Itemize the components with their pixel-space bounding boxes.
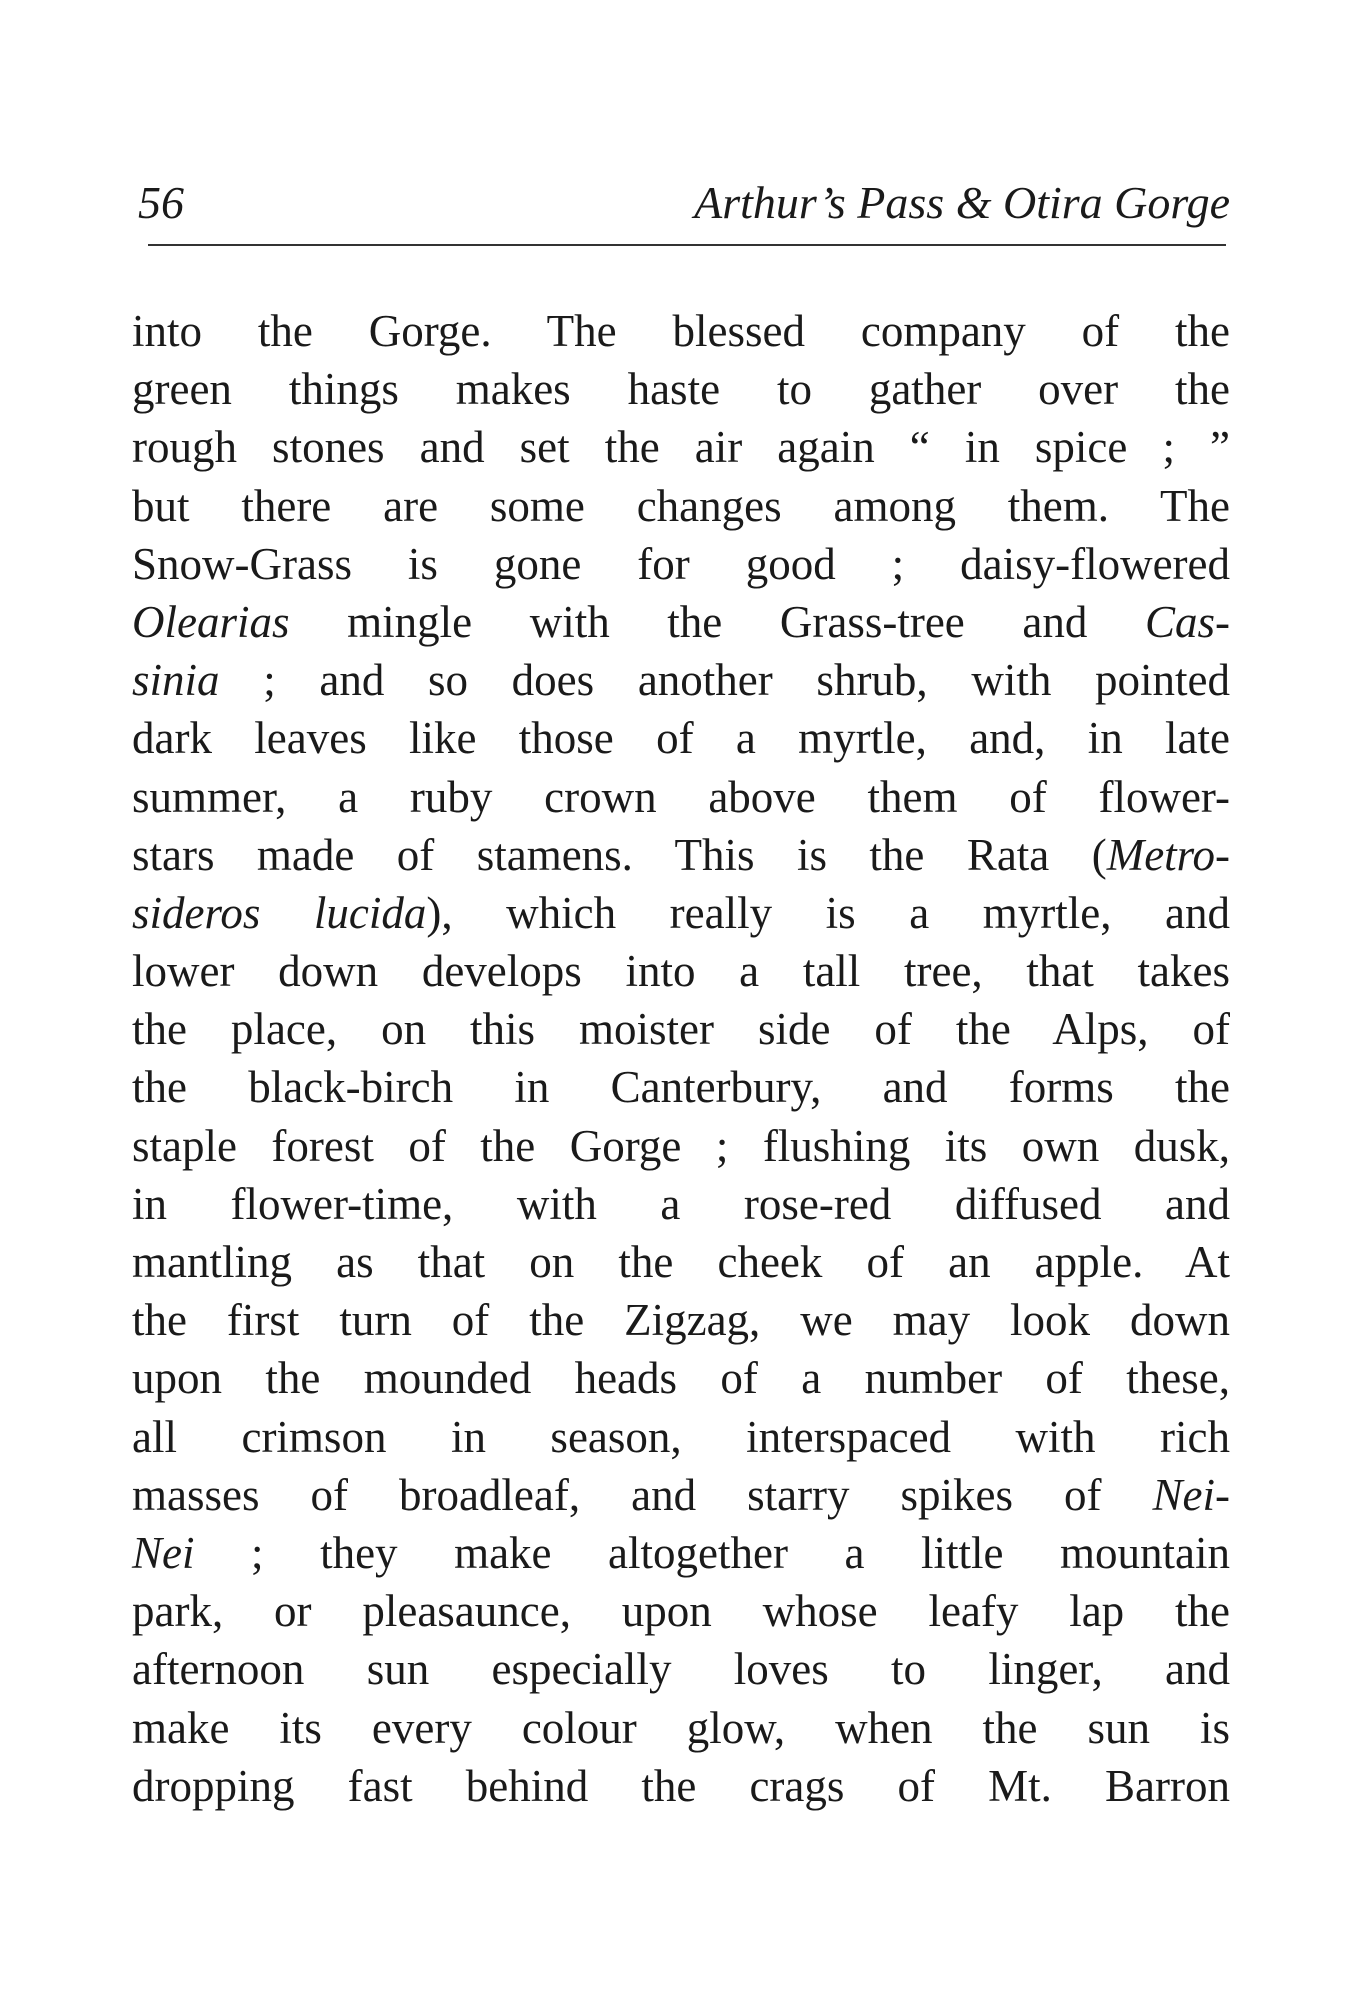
text-fragment: but there are some changes among them. The — [132, 480, 1230, 531]
italic-term: sideros lucida — [132, 887, 427, 938]
text-fragment: staple forest of the Gorge ; flushing its own dusk, — [132, 1120, 1230, 1171]
text-line — [132, 709, 1230, 767]
text-fragment: park, or pleasaunce, upon whose leafy lap the — [132, 1586, 1230, 1637]
text-line — [132, 1757, 1230, 1815]
text-line — [132, 418, 1230, 476]
italic-term: Nei — [132, 1527, 195, 1578]
italic-term: Cas- — [1144, 596, 1230, 647]
running-title: Arthur’s Pass & Otira Gorge — [694, 177, 1230, 228]
text-fragment: make its every colour glow, when the sun is — [132, 1702, 1230, 1753]
text-line — [132, 1117, 1230, 1175]
text-line — [132, 884, 1230, 942]
text-line — [132, 942, 1230, 1000]
text-line — [132, 1349, 1230, 1407]
text-line — [132, 593, 1230, 651]
text-fragment: dark leaves like those of a myrtle, and, in late — [132, 713, 1230, 764]
text-fragment: the place, on this moister side of the Alps, of — [132, 1004, 1230, 1055]
text-fragment: masses of broadleaf, and starry spikes of — [132, 1469, 1153, 1520]
italic-term: Nei- — [1152, 1469, 1230, 1520]
header-rule — [148, 244, 1226, 246]
text-line — [132, 1466, 1230, 1524]
text-line — [132, 1582, 1230, 1640]
italic-term: Metro- — [1106, 829, 1230, 880]
text-fragment: summer, a ruby crown above them of flower- — [132, 771, 1230, 822]
text-fragment: ; they make altogether a little mountain — [194, 1527, 1230, 1578]
text-fragment: dropping fast behind the crags of Mt. Barron — [132, 1760, 1230, 1811]
text-line — [132, 1408, 1230, 1466]
text-line — [132, 477, 1230, 535]
text-line — [132, 1699, 1230, 1757]
italic-term: sinia — [132, 655, 220, 706]
text-line — [132, 826, 1230, 884]
text-fragment: lower down develops into a tall tree, that takes — [132, 946, 1230, 997]
text-line — [132, 1058, 1230, 1116]
text-line — [132, 651, 1230, 709]
text-fragment: ; and so does another shrub, with pointed — [219, 655, 1230, 706]
text-fragment: afternoon sun especially loves to linger, and — [132, 1644, 1230, 1695]
text-line — [132, 1000, 1230, 1058]
italic-term: Olearias — [132, 596, 290, 647]
text-fragment: the first turn of the Zigzag, we may look down — [132, 1295, 1230, 1346]
text-line — [132, 360, 1230, 418]
text-fragment: Snow-Grass is gone for good ; daisy-flowered — [132, 538, 1230, 589]
running-head — [138, 168, 1230, 238]
text-fragment: the black-birch in Canterbury, and forms the — [132, 1062, 1230, 1113]
text-fragment: into the Gorge. The blessed company of the — [132, 306, 1230, 356]
text-fragment: upon the mounded heads of a number of these, — [132, 1353, 1230, 1404]
text-fragment: mingle with the Grass-tree and — [289, 596, 1145, 647]
body-text — [132, 302, 1230, 1815]
text-line — [132, 1175, 1230, 1233]
text-fragment: green things makes haste to gather over the — [132, 364, 1230, 415]
text-fragment: mantling as that on the cheek of an apple. At — [132, 1237, 1230, 1287]
text-line — [132, 768, 1230, 826]
text-fragment: rough stones and set the air again “ in spice ; ” — [132, 422, 1230, 473]
text-line — [132, 1524, 1230, 1582]
text-line — [132, 1291, 1230, 1349]
page-number: 56 — [138, 177, 184, 228]
text-fragment: in flower-time, with a rose-red diffused and — [132, 1178, 1230, 1229]
text-line — [132, 302, 1230, 360]
text-line — [132, 1233, 1230, 1291]
text-line — [132, 1640, 1230, 1698]
text-fragment: all crimson in season, interspaced with rich — [132, 1411, 1230, 1462]
text-fragment: ), which really is a myrtle, and — [426, 887, 1230, 938]
text-line — [132, 535, 1230, 593]
text-fragment: stars made of stamens. This is the Rata ( — [132, 829, 1107, 880]
